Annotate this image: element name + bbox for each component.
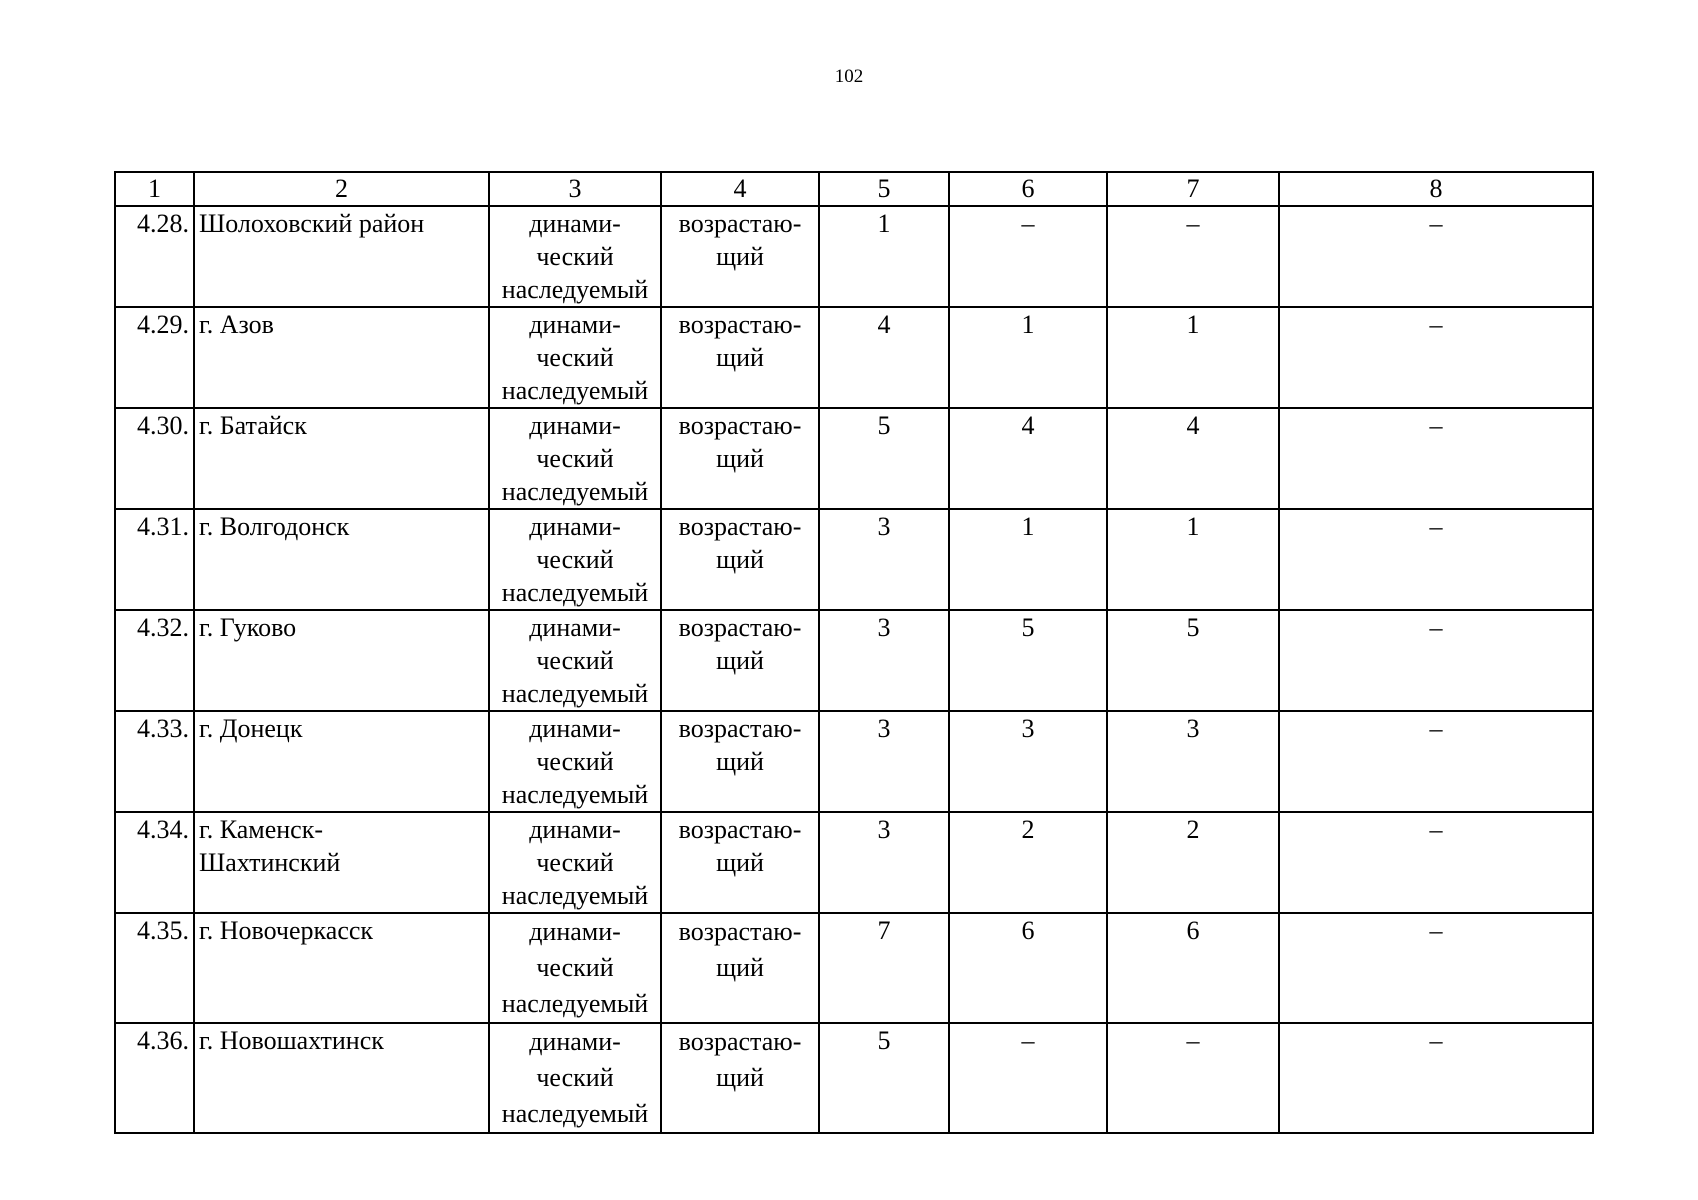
column-7-value: 6 [1107, 913, 1279, 1023]
table-row [115, 408, 1593, 509]
column-8-value: – [1279, 812, 1593, 913]
column-header: 4 [661, 172, 819, 206]
column-8-value: – [1279, 509, 1593, 610]
column-7-value: 3 [1107, 711, 1279, 812]
trend-value: возрастаю- щий [661, 408, 819, 509]
trend-value: возрастаю- щий [661, 1023, 819, 1133]
column-5-value: 3 [819, 711, 949, 812]
column-7-value: 2 [1107, 812, 1279, 913]
row-number: 4.31. [115, 509, 194, 610]
trend-value: возрастаю- щий [661, 812, 819, 913]
data-table [114, 171, 1594, 1134]
column-header: 1 [115, 172, 194, 206]
column-header: 8 [1279, 172, 1593, 206]
column-6-value: 1 [949, 307, 1107, 408]
regime-type: динами- ческий наследуемый [489, 913, 661, 1023]
column-5-value: 5 [819, 408, 949, 509]
column-header: 2 [194, 172, 489, 206]
column-6-value: 2 [949, 812, 1107, 913]
territory-name: г. Новочеркасск [194, 913, 489, 1023]
trend-value: возрастаю- щий [661, 307, 819, 408]
column-header: 7 [1107, 172, 1279, 206]
column-6-value: 6 [949, 913, 1107, 1023]
regime-type: динами- ческий наследуемый [489, 812, 661, 913]
column-6-value: 4 [949, 408, 1107, 509]
regime-type: динами- ческий наследуемый [489, 1023, 661, 1133]
table-row [115, 812, 1593, 913]
regime-type: динами- ческий наследуемый [489, 610, 661, 711]
column-8-value: – [1279, 307, 1593, 408]
row-number: 4.34. [115, 812, 194, 913]
regime-type: динами- ческий наследуемый [489, 307, 661, 408]
column-7-value: – [1107, 206, 1279, 307]
column-header: 6 [949, 172, 1107, 206]
regime-type: динами- ческий наследуемый [489, 206, 661, 307]
trend-value: возрастаю- щий [661, 913, 819, 1023]
row-number: 4.32. [115, 610, 194, 711]
row-number: 4.29. [115, 307, 194, 408]
trend-value: возрастаю- щий [661, 711, 819, 812]
column-header: 5 [819, 172, 949, 206]
column-7-value: 1 [1107, 307, 1279, 408]
header-row [115, 172, 1593, 206]
territory-name: г. Новошахтинск [194, 1023, 489, 1133]
table-row [115, 307, 1593, 408]
row-number: 4.36. [115, 1023, 194, 1133]
table-row [115, 206, 1593, 307]
column-5-value: 3 [819, 610, 949, 711]
column-5-value: 7 [819, 913, 949, 1023]
regime-type: динами- ческий наследуемый [489, 711, 661, 812]
column-5-value: 1 [819, 206, 949, 307]
column-6-value: 5 [949, 610, 1107, 711]
territory-name: г. Волгодонск [194, 509, 489, 610]
territory-name: г. Донецк [194, 711, 489, 812]
column-5-value: 4 [819, 307, 949, 408]
page-number: 102 [834, 66, 864, 87]
column-7-value: 4 [1107, 408, 1279, 509]
column-6-value: 3 [949, 711, 1107, 812]
territory-name: г. Гуково [194, 610, 489, 711]
table-row [115, 509, 1593, 610]
territory-name: Шолоховский район [194, 206, 489, 307]
table-row [115, 913, 1593, 1023]
table-row [115, 610, 1593, 711]
column-8-value: – [1279, 711, 1593, 812]
column-8-value: – [1279, 913, 1593, 1023]
column-6-value: – [949, 206, 1107, 307]
table-row [115, 1023, 1593, 1133]
column-5-value: 3 [819, 509, 949, 610]
column-header: 3 [489, 172, 661, 206]
column-8-value: – [1279, 206, 1593, 307]
column-6-value: 1 [949, 509, 1107, 610]
row-number: 4.33. [115, 711, 194, 812]
trend-value: возрастаю- щий [661, 206, 819, 307]
column-7-value: 5 [1107, 610, 1279, 711]
regime-type: динами- ческий наследуемый [489, 509, 661, 610]
row-number: 4.28. [115, 206, 194, 307]
regime-type: динами- ческий наследуемый [489, 408, 661, 509]
column-8-value: – [1279, 610, 1593, 711]
column-6-value: – [949, 1023, 1107, 1133]
column-7-value: – [1107, 1023, 1279, 1133]
trend-value: возрастаю- щий [661, 509, 819, 610]
territory-name: г. Азов [194, 307, 489, 408]
column-7-value: 1 [1107, 509, 1279, 610]
column-5-value: 3 [819, 812, 949, 913]
column-8-value: – [1279, 408, 1593, 509]
column-8-value: – [1279, 1023, 1593, 1133]
row-number: 4.30. [115, 408, 194, 509]
column-5-value: 5 [819, 1023, 949, 1133]
territory-name: г. Каменск- Шахтинский [194, 812, 489, 913]
table-row [115, 711, 1593, 812]
trend-value: возрастаю- щий [661, 610, 819, 711]
row-number: 4.35. [115, 913, 194, 1023]
territory-name: г. Батайск [194, 408, 489, 509]
